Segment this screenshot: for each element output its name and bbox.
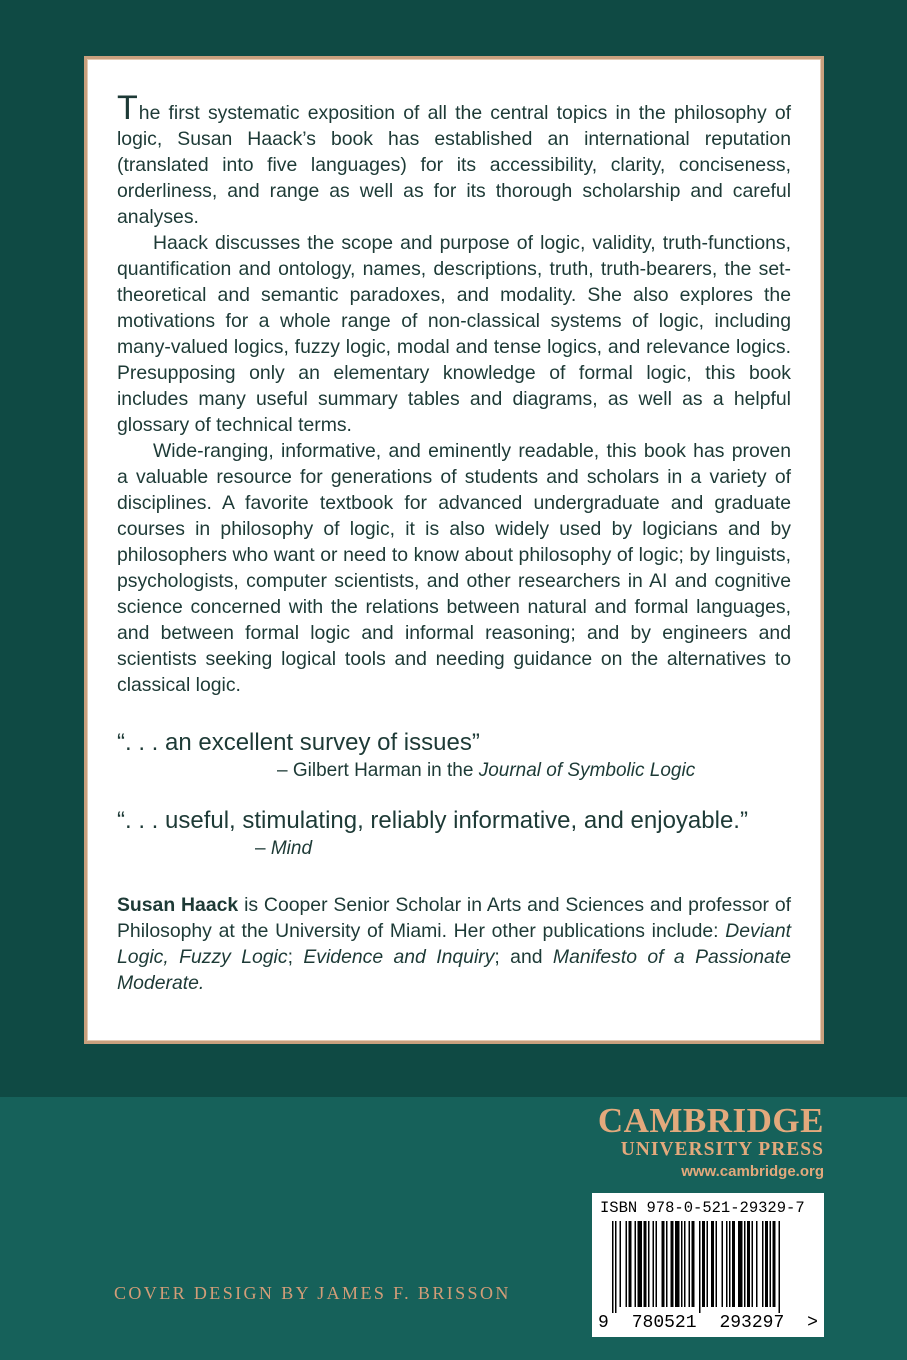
barcode-bar xyxy=(726,1221,728,1307)
publisher-logo xyxy=(560,1103,824,1183)
description xyxy=(117,89,791,698)
barcode-bar xyxy=(675,1221,680,1307)
quote-text: “. . . useful, stimulating, reliably informative, and enjoyable.” xyxy=(117,807,748,834)
isbn-digit-group: > xyxy=(807,1313,818,1333)
attribution-source: Mind xyxy=(270,838,313,859)
author-bio xyxy=(117,892,791,996)
separator: ; and xyxy=(494,946,553,968)
barcode-bar xyxy=(656,1221,658,1307)
publisher-url: www.cambridge.org xyxy=(681,1163,824,1180)
barcode-bar xyxy=(689,1221,691,1307)
blurb-panel xyxy=(84,56,824,1044)
barcode-bar xyxy=(762,1221,764,1307)
barcode-bar xyxy=(732,1221,735,1307)
barcode-bar xyxy=(765,1221,768,1307)
barcode-bar xyxy=(773,1221,776,1307)
barcode-bar xyxy=(729,1221,731,1307)
barcode-bar xyxy=(638,1221,643,1307)
barcode-bar xyxy=(702,1221,705,1307)
barcode-bar xyxy=(662,1221,665,1307)
barcode-bar xyxy=(711,1221,714,1307)
book-title: Evidence and Inquiry xyxy=(303,946,495,968)
barcode-bar xyxy=(752,1221,754,1307)
drop-cap: T xyxy=(117,89,138,127)
description-paragraph-1 xyxy=(117,89,791,230)
barcode-bar xyxy=(779,1221,781,1313)
barcode-bar xyxy=(738,1221,743,1307)
review-quote-2 xyxy=(117,806,791,862)
barcode-bar xyxy=(681,1221,683,1307)
quote-attribution xyxy=(117,758,791,784)
barcode-bar xyxy=(684,1221,686,1307)
barcode-bar xyxy=(629,1221,632,1307)
barcode-bar xyxy=(653,1221,655,1307)
isbn-label: ISBN 978-0-521-29329-7 xyxy=(600,1199,805,1217)
barcode-bar xyxy=(716,1221,718,1307)
description-paragraph-3: Wide-ranging, informative, and eminently readable, this book has proven a valuable resource for generations of students and scholars in a variety of disciplines. A favorite textbook for advanced undergraduate and graduate courses in philosophy of logic, it is also widely used by logicians and by philosophers who want or need to know about philosophy of logic; by linguists, psychologists, computer scientists, and other researchers in AI and cognitive science concerned with the relations between natural and formal languages, and between formal logic and informal reasoning; and by engineers and scientists seeking logical tools and needing guidance on the alternatives to classical logic. xyxy=(117,440,791,696)
barcode-bar xyxy=(615,1221,617,1313)
publisher-subtitle: UNIVERSITY PRESS xyxy=(620,1139,824,1160)
barcode-bar xyxy=(744,1221,746,1307)
barcode-bars xyxy=(598,1221,818,1313)
attribution-prefix: – Gilbert Harman in the xyxy=(277,760,479,781)
book-title: Manifesto of a Passionate Moderate. xyxy=(117,946,792,994)
attribution-source: Journal of Symbolic Logic xyxy=(478,760,696,781)
barcode-bar xyxy=(671,1221,674,1307)
barcode-bar xyxy=(770,1221,772,1307)
barcode-bar xyxy=(626,1221,628,1307)
paragraph-1-text: he first systematic exposition of all the central topics in the philosophy of logic, Susan Haack’s book has established an international reputation (translated into five languages) for its accessibility, clarity, conciseness, orderliness, and range as well as for its thorough scholarship and careful analyses. xyxy=(117,102,791,228)
barcode-bar xyxy=(747,1221,750,1307)
barcode-bar xyxy=(699,1221,701,1313)
isbn-barcode xyxy=(592,1193,824,1337)
publisher-name: CAMBRIDGE xyxy=(597,1101,824,1140)
barcode-bar xyxy=(620,1221,622,1307)
book-title: Deviant Logic, Fuzzy Logic xyxy=(117,920,791,968)
isbn-digit-group: 293297 xyxy=(719,1313,785,1333)
attribution-prefix: – xyxy=(255,838,271,859)
barcode-bar xyxy=(635,1221,637,1307)
barcode-bar xyxy=(612,1221,614,1313)
isbn-digit-group: 9 xyxy=(598,1313,609,1333)
author-name: Susan Haack xyxy=(117,894,239,916)
barcode-bar xyxy=(756,1221,758,1307)
isbn-digit-group: 780521 xyxy=(631,1313,697,1333)
barcode-bar xyxy=(666,1221,668,1307)
review-quote-1 xyxy=(117,728,791,784)
barcode-bar xyxy=(707,1221,709,1307)
barcode-bar xyxy=(648,1221,650,1307)
isbn-digits xyxy=(598,1313,818,1333)
barcode-bar xyxy=(644,1221,647,1307)
barcode-bar xyxy=(692,1221,695,1307)
barcode-bar xyxy=(722,1221,724,1307)
bio-text: is Cooper Senior Scholar in Arts and Sciences and professor of Philosophy at the University of Miami. Her other publications include: xyxy=(117,894,791,942)
quote-text: “. . . an excellent survey of issues” xyxy=(117,729,480,756)
separator: ; xyxy=(287,946,304,968)
cover-design-credit: COVER DESIGN BY JAMES F. BRISSON xyxy=(114,1283,511,1303)
description-paragraph-2: Haack discusses the scope and purpose of logic, validity, truth-functions, quantification and ontology, names, descriptions, truth, truth-bearers, the set-theoretical and semantic paradoxes, and modality. She also explores the motivations for a whole range of non-classical systems of logic, including many-valued logics, fuzzy logic, modal and tense logics, and relevance logics. Presupposing only an elementary knowledge of formal logic, this book includes many useful summary tables and diagrams, as well as a helpful glossary of technical terms. xyxy=(117,232,791,436)
quote-attribution xyxy=(117,836,791,862)
